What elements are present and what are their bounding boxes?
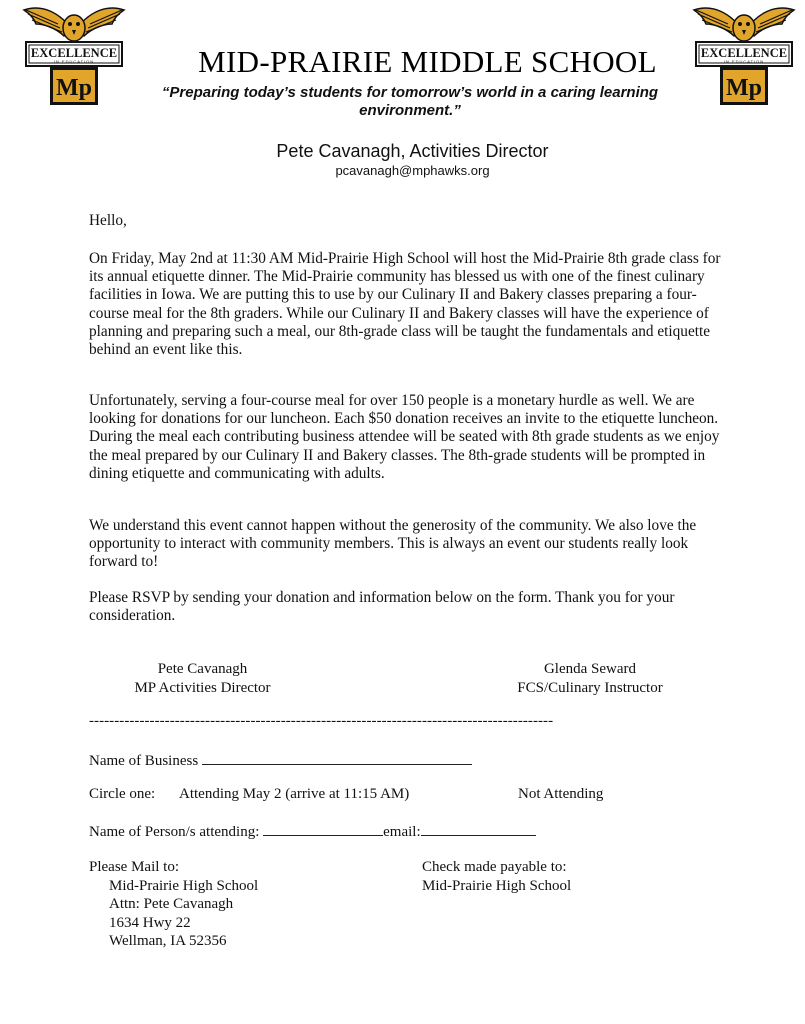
business-label: Name of Business [89, 753, 199, 769]
letter-paragraph-2: Unfortunately, serving a four-course meal for over 150 people is a monetary hurdle as well. We are looking for donations for our luncheon. Each $50 donation receives an invite to the etiquette luncheon. During the meal each contributing business attendee will be seated with 8th grade students as we enjoy the meal prepared by our Culinary II and Bakery classes. The 8th-grade students will be prompted in dining etiquette and communicating with adults. [89, 392, 720, 482]
business-row [89, 750, 472, 770]
cut-line-divider: -------------------------------------------------------------------------------------------- [89, 713, 554, 729]
svg-text:EXCELLENCE: EXCELLENCE [30, 46, 118, 60]
letter-paragraph-1: On Friday, May 2nd at 11:30 AM Mid-Prairie High School will host the Mid-Prairie 8th grade class for its annual etiquette dinner. The Mid-Prairie community has blessed us with one of the finest culinary facilities in Iowa. We are putting this to use by our Culinary II and Bakery classes preparing a four-course meal for the 8th graders. While our Culinary II and Bakery classes will have the experience of planning and preparing such a meal, our 8th-grade class will be taught the fundamentals and etiquette behind an event like this. [89, 250, 721, 359]
mail-heading: Please Mail to: [89, 859, 179, 875]
mail-line-4: Wellman, IA 52356 [109, 933, 227, 949]
director-email-link[interactable]: pcavanagh@mphawks.org [335, 163, 490, 178]
check-payable [422, 858, 571, 895]
attending-option[interactable]: Attending May 2 (arrive at 11:15 AM) [179, 786, 410, 802]
greeting: Hello, [89, 212, 127, 229]
signature-right-title: FCS/Culinary Instructor [517, 679, 663, 696]
mail-line-1: Mid-Prairie High School [109, 877, 259, 894]
school-motto [130, 84, 690, 120]
signature-right [480, 660, 700, 697]
motto-line-2: environment.” [359, 102, 461, 119]
check-heading: Check made payable to: [422, 859, 567, 875]
signature-left-name: Pete Cavanagh [157, 661, 248, 677]
signature-left-title: MP Activities Director [134, 679, 271, 696]
svg-text:IN EDUCATION: IN EDUCATION [53, 59, 95, 64]
letter-paragraph-4: Please RSVP by sending your donation and information below on the form. Thank you for your consideration. [89, 589, 675, 625]
mail-line-3: 1634 Hwy 22 [109, 914, 191, 931]
svg-text:EXCELLENCE: EXCELLENCE [700, 46, 788, 60]
hawk-logo-icon [20, 2, 128, 108]
not-attending-option[interactable]: Not Attending [518, 786, 604, 802]
signature-left [100, 660, 305, 697]
persons-label: Name of Person/s attending: [89, 824, 260, 840]
letter-paragraph-3: We understand this event cannot happen without the generosity of the community. We also love the opportunity to interact with community members. This is always an event our students really look forward to! [89, 517, 697, 571]
persons-row [89, 821, 536, 841]
school-logo-right [690, 2, 798, 108]
mailing-address [89, 858, 258, 951]
email-label: email: [383, 824, 421, 840]
motto-line-1: “Preparing today’s students for tomorrow’s world in a caring learning [161, 84, 659, 101]
director-name: Pete Cavanagh, Activities Director [276, 141, 549, 161]
persons-attending-field[interactable] [263, 821, 383, 836]
school-name-heading: MID-PRAIRIE MIDDLE SCHOOL [198, 44, 657, 79]
circle-one-row [89, 786, 155, 803]
business-name-field[interactable] [202, 750, 472, 765]
school-logo-left [20, 2, 128, 108]
svg-text:Mp: Mp [726, 75, 762, 101]
svg-text:IN EDUCATION: IN EDUCATION [723, 59, 765, 64]
signature-right-name: Glenda Seward [543, 661, 637, 677]
circle-one-label: Circle one: [89, 786, 156, 802]
svg-text:Mp: Mp [56, 75, 92, 101]
mail-line-2: Attn: Pete Cavanagh [109, 896, 234, 912]
hawk-logo-icon [690, 2, 798, 108]
check-line-1: Mid-Prairie High School [422, 877, 572, 894]
email-field[interactable] [421, 821, 536, 836]
